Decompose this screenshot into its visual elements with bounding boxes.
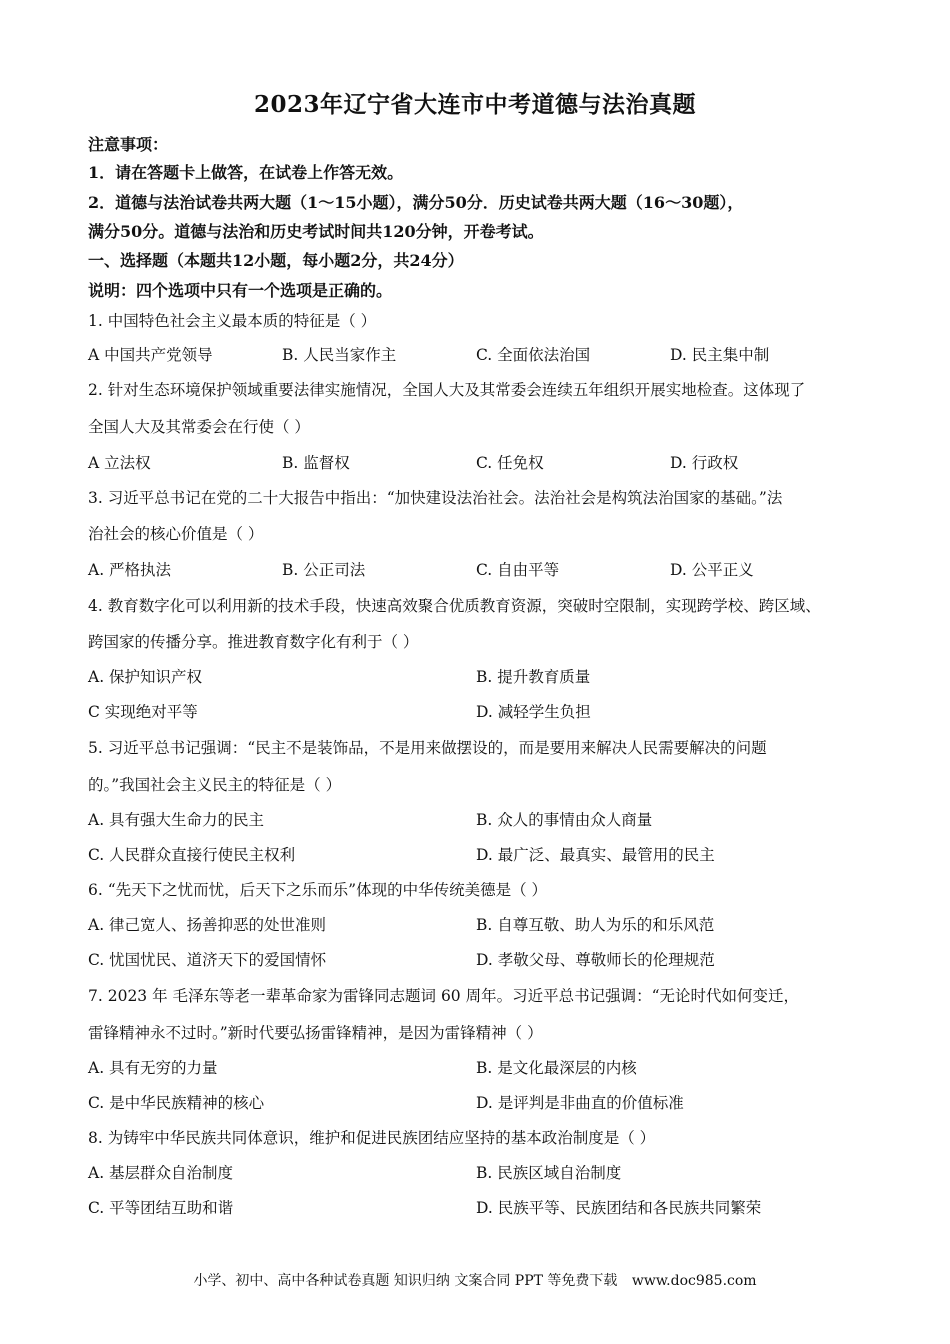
q6-option-c: C. 忧国忧民、道济天下的爱国情怀 [88, 951, 327, 969]
notes-line-2-cont: 满分50分。道德与法治和历史考试时间共120分钟，开卷考试。 [88, 222, 544, 241]
q3-option-c: C. 自由平等 [476, 561, 560, 579]
q6-option-b: B. 自尊互敬、助人为乐的和乐风范 [476, 916, 715, 934]
q2-option-b: B. 监督权 [282, 454, 350, 472]
q1-option-a: A 中国共产党领导 [88, 346, 213, 364]
q3-option-a: A. 严格执法 [88, 561, 172, 579]
q7-option-a: A. 具有无穷的力量 [88, 1059, 218, 1077]
footer-link[interactable]: www.doc985.com [631, 1273, 757, 1289]
q1-option-d: D. 民主集中制 [670, 346, 770, 364]
question-7-text: 7. 2023 年 毛泽东等老一辈革命家为雷锋同志题词 60 周年。习近平总书记强调：“无论时代如何变迁， [88, 987, 800, 1005]
question-2-text: 2. 针对生态环境保护领域重要法律实施情况，全国人大及其常委会连续五年组织开展实地检查。这体现了 [88, 381, 806, 399]
q2-option-d: D. 行政权 [670, 454, 739, 472]
q8-option-a: A. 基层群众自治制度 [88, 1164, 234, 1182]
q1-option-b: B. 人民当家作主 [282, 346, 397, 364]
notes-heading: 注意事项： [88, 135, 169, 154]
question-5-text: 5. 习近平总书记强调：“民主不是装饰品，不是用来做摆设的，而是要用来解决人民需要解决的问题 [88, 739, 767, 757]
q6-option-a: A. 律己宽人、扬善抑恶的处世准则 [88, 916, 327, 934]
question-4-text-cont: 跨国家的传播分享。推进教育数字化有利于（ ） [88, 633, 419, 651]
question-7-text-cont: 雷锋精神永不过时。”新时代要弘扬雷锋精神，是因为雷锋精神（ ） [88, 1024, 543, 1042]
question-5-text-cont: 的。”我国社会主义民主的特征是（ ） [88, 776, 342, 794]
q6-option-d: D. 孝敬父母、尊敬师长的伦理规范 [476, 951, 715, 969]
notes-line-1: 1．请在答题卡上做答，在试卷上作答无效。 [88, 163, 404, 182]
q8-option-c: C. 平等团结互助和谐 [88, 1199, 234, 1217]
question-2-text-cont: 全国人大及其常委会在行使（ ） [88, 418, 310, 436]
q4-option-c: C 实现绝对平等 [88, 703, 198, 721]
q7-option-c: C. 是中华民族精神的核心 [88, 1094, 265, 1112]
q8-option-b: B. 民族区域自治制度 [476, 1164, 622, 1182]
page-footer [0, 1270, 950, 1290]
q5-option-c: C. 人民群众直接行使民主权利 [88, 846, 296, 864]
q4-option-a: A. 保护知识产权 [88, 668, 203, 686]
section-instruction: 说明：四个选项中只有一个选项是正确的。 [88, 281, 393, 300]
q4-option-d: D. 减轻学生负担 [476, 703, 591, 721]
question-3-text-cont: 治社会的核心价值是（ ） [88, 525, 264, 543]
question-3-text: 3. 习近平总书记在党的二十大报告中指出：“加快建设法治社会。法治社会是构筑法治国家的基础。”法 [88, 489, 783, 507]
q7-option-d: D. 是评判是非曲直的价值标准 [476, 1094, 684, 1112]
question-6-text: 6. “先天下之忧而忧，后天下之乐而乐”体现的中华传统美德是（ ） [88, 881, 547, 899]
q3-option-d: D. 公平正义 [670, 561, 754, 579]
question-4-text: 4. 教育数字化可以利用新的技术手段，快速高效聚合优质教育资源，突破时空限制，实现跨学校、跨区域、 [88, 597, 821, 615]
q8-option-d: D. 民族平等、民族团结和各民族共同繁荣 [476, 1199, 762, 1217]
section-heading: 一、选择题（本题共12小题，每小题2分，共24分） [88, 251, 464, 270]
q5-option-d: D. 最广泛、最真实、最管用的民主 [476, 846, 715, 864]
notes-line-2: 2．道德与法治试卷共两大题（1～15小题），满分50分．历史试卷共两大题（16～30题）， [88, 193, 744, 212]
q7-option-b: B. 是文化最深层的内核 [476, 1059, 637, 1077]
q4-option-b: B. 提升教育质量 [476, 668, 591, 686]
q3-option-b: B. 公正司法 [282, 561, 366, 579]
question-8-text: 8. 为铸牢中华民族共同体意识，维护和促进民族团结应坚持的基本政治制度是（ ） [88, 1129, 656, 1147]
q5-option-b: B. 众人的事情由众人商量 [476, 811, 653, 829]
q2-option-a: A 立法权 [88, 454, 151, 472]
q1-option-c: C. 全面依法治国 [476, 346, 591, 364]
footer-text: 小学、初中、高中各种试卷真题 知识归纳 文案合同 PPT 等免费下载 [193, 1273, 618, 1289]
q5-option-a: A. 具有强大生命力的民主 [88, 811, 265, 829]
question-1-text: 1. 中国特色社会主义最本质的特征是（ ） [88, 312, 377, 330]
q2-option-c: C. 任免权 [476, 454, 544, 472]
page-title: 2023年辽宁省大连市中考道德与法治真题 [253, 91, 696, 118]
